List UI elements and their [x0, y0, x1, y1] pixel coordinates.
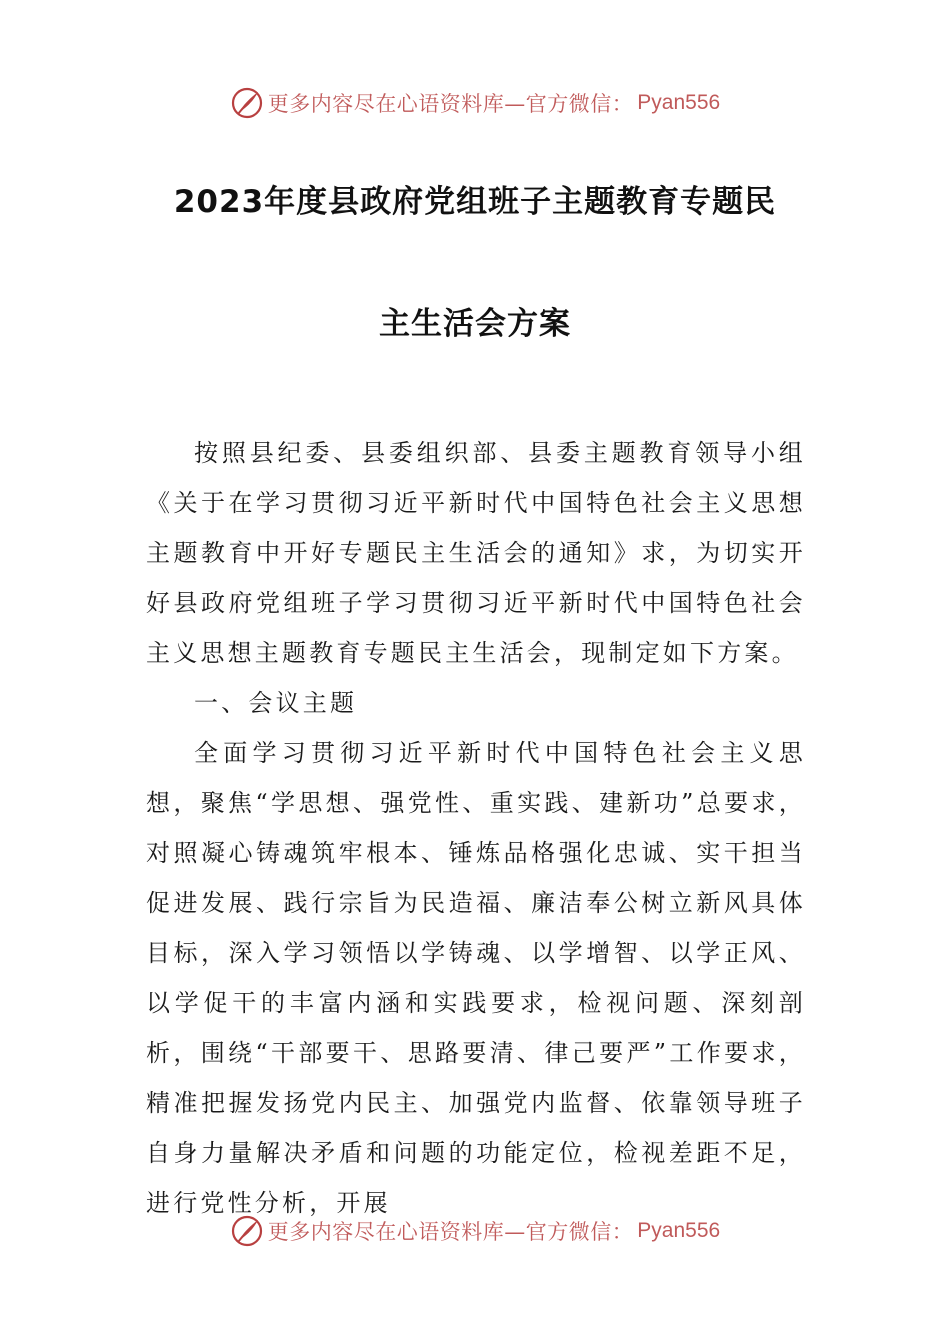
header-banner-text: 更多内容尽在心语资料库—官方微信： — [267, 92, 634, 116]
document-title-line-1: 2023年度县政府党组班子主题教育专题民 — [173, 184, 777, 220]
header-wechat-id: Pyan556 — [637, 91, 721, 114]
paragraph-intro: 按照县纪委、县委组织部、县委主题教育领导小组《关于在学习贯彻习近平新时代中国特色社会主义思想主题教育中开好专题民主生活会的通知》求，为切实开好县政府党组班子学习贯彻习近平新时代中国特色社会主义思想主题教育专题民主生活会，现制定如下方案。 — [146, 439, 806, 667]
footer-wechat-id: Pyan556 — [637, 1219, 721, 1242]
paragraph-meeting-theme: 全面学习贯彻习近平新时代中国特色社会主义思想，聚焦“学思想、强党性、重实践、建新功”总要求，对照凝心铸魂筑牢根本、锤炼品格强化忠诚、实干担当促进发展、践行宗旨为民造福、廉洁奉公树立新风具体目标，深入学习领悟以学铸魂、以学增智、以学正风、以学促干的丰富内涵和实践要求，检视问题、深刻剖析，围绕“干部要干、思路要清、律己要严”工作要求，精准把握发扬党内民主、加强党内监督、依靠领导班子自身力量解决矛盾和问题的功能定位，检视差距不足，进行党性分析，开展 — [146, 739, 806, 1217]
section-heading-meeting-theme: 一、会议主题 — [194, 689, 358, 717]
feather-pen-logo-icon — [230, 1214, 264, 1248]
document-body — [146, 428, 806, 1228]
document-title-line-2: 主生活会方案 — [379, 306, 571, 342]
footer-banner-text: 更多内容尽在心语资料库—官方微信： — [267, 1220, 634, 1244]
footer-banner — [0, 1211, 950, 1251]
header-banner — [0, 83, 950, 123]
feather-pen-logo-icon — [230, 86, 264, 120]
